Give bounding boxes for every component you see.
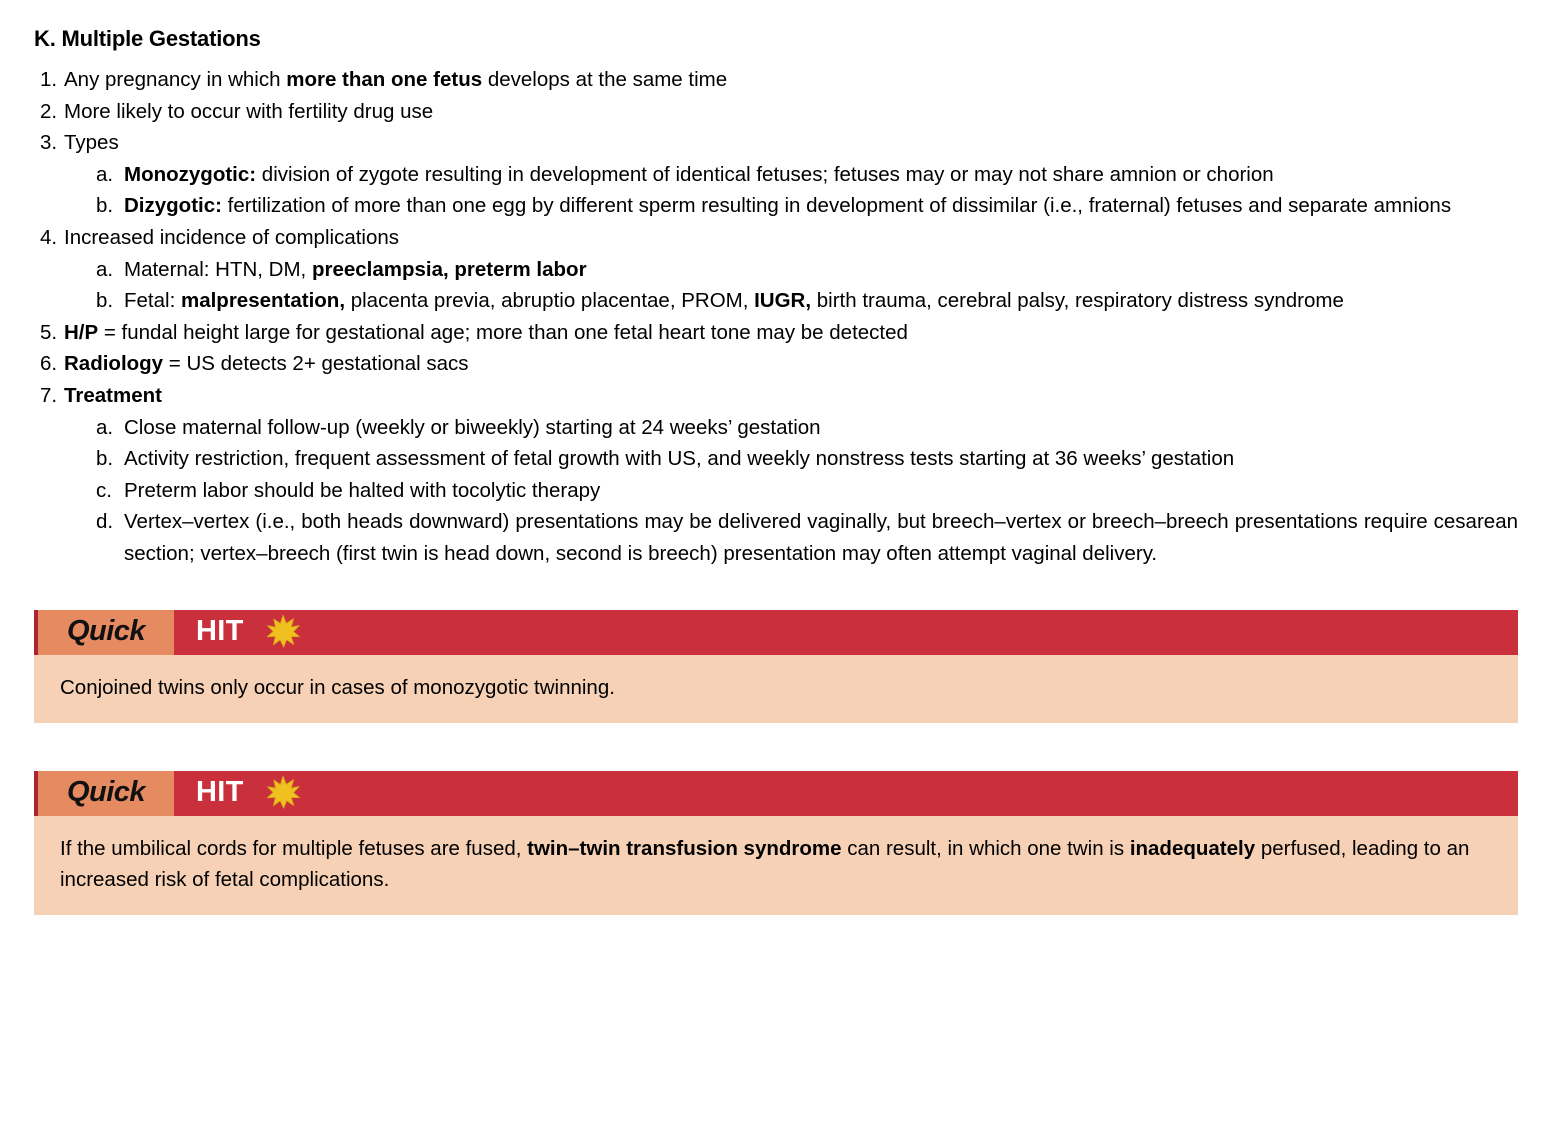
outline-subitem-text: [124, 416, 821, 439]
outline-item-marker: 7.: [40, 383, 58, 407]
body-text: Close maternal follow-up (weekly or biweekly) starting at 24 weeks’ gestation: [124, 415, 821, 439]
outline-item-marker: 2.: [40, 99, 58, 123]
outline-item-text: [64, 352, 469, 375]
quick-hit-body: [34, 655, 1518, 723]
outline-subitem-text: [124, 447, 1234, 470]
outline-subitem-marker: c.: [96, 478, 112, 502]
outline-item-text: [64, 131, 119, 154]
outline-subitem: [96, 254, 1518, 286]
body-text: birth trauma, cerebral palsy, respiratory distress syndrome: [811, 289, 1344, 313]
starburst-icon: [266, 614, 300, 648]
quick-hit-label: HIT: [196, 614, 244, 647]
body-text: Increased incidence of complications: [64, 225, 400, 249]
body-text: Any pregnancy in which: [64, 68, 287, 91]
quick-hit-tab-label: Quick: [66, 775, 146, 808]
outline-item: [40, 348, 1518, 380]
outline-subitem-text: [124, 289, 1344, 312]
body-text: placenta previa, abruptio placentae, PROM,: [345, 289, 755, 313]
outline-item: [40, 96, 1518, 128]
body-text: Vertex–vertex (i.e., both heads downward) presentations may be delivered vaginally, but breech–vertex or breech–breech presentations require cesarean section; vertex–breech (first twin is head down, second is breech) presentation may often attempt vaginal delivery.: [124, 510, 1518, 565]
body-text: Activity restriction, frequent assessment of fetal growth with US, and weekly nonstress tests starting at 36 weeks’ gestation: [124, 447, 1235, 471]
body-text: Preterm labor should be halted with tocolytic therapy: [124, 478, 601, 502]
spacer: [34, 723, 1518, 771]
body-text: Maternal: HTN, DM,: [124, 257, 312, 281]
outline-subitem: [96, 506, 1518, 569]
outline-subitem: [96, 475, 1518, 507]
emphasis-text: preeclampsia, preterm labor: [311, 257, 587, 281]
quick-hit-label: HIT: [196, 775, 244, 808]
emphasis-text: Monozygotic:: [124, 162, 257, 186]
outline-item-marker: 5.: [40, 320, 58, 344]
outline-subitem: [96, 190, 1518, 222]
outline-subitem-text: [124, 510, 1518, 565]
outline-item-marker: 4.: [40, 225, 58, 249]
outline-subitem: [96, 159, 1518, 191]
emphasis-text: twin–twin transfusion syndrome: [527, 836, 842, 860]
starburst-icon: [266, 775, 300, 809]
body-text: fertilization of more than one egg by different sperm resulting in development of dissimilar (i.e., fraternal) fetuses and separate amnions: [221, 194, 1452, 218]
outline-item-marker: 6.: [40, 352, 58, 376]
body-text: perfused, leading to an increased risk of fetal complications.: [60, 836, 1470, 891]
emphasis-text: malpresentation,: [180, 289, 346, 313]
outline-item: [40, 64, 1518, 96]
outline-list: [34, 64, 1518, 570]
page-title: K. Multiple Gestations: [34, 26, 261, 51]
body-text: = fundal height large for gestational age; more than one fetal heart tone may be detected: [98, 320, 908, 344]
quick-hit-body-text: [60, 833, 1492, 895]
quick-hit-callout: [34, 771, 1518, 915]
outline-item-marker: 1.: [40, 68, 58, 91]
emphasis-text: more than one fetus: [286, 68, 483, 91]
body-text: Fetal:: [124, 289, 181, 313]
emphasis-text: inadequately: [1129, 836, 1256, 860]
outline-item: [40, 222, 1518, 317]
body-text: = US detects 2+ gestational sacs: [163, 352, 469, 376]
quick-hit-tab-label: Quick: [66, 614, 146, 647]
outline-item-text: [64, 226, 399, 249]
outline-subitem-marker: d.: [96, 510, 114, 534]
emphasis-text: Radiology: [64, 352, 164, 376]
outline-subitem-marker: b.: [96, 289, 114, 313]
outline-item: [40, 380, 1518, 570]
outline-subitem-text: [124, 479, 600, 502]
body-text: division of zygote resulting in development of identical fetuses; fetuses may or may not share amnion or chorion: [256, 162, 1274, 186]
outline-item-text: [64, 321, 908, 344]
outline-sublist: [64, 412, 1518, 570]
quick-hit-container: [34, 570, 1518, 915]
body-text: If the umbilical cords for multiple fetuses are fused,: [60, 836, 528, 860]
body-text: Conjoined twins only occur in cases of monozygotic twinning.: [60, 675, 615, 699]
emphasis-text: Treatment: [64, 383, 162, 407]
outline-subitem-marker: a.: [96, 162, 114, 186]
quick-hit-header: [34, 610, 1518, 655]
body-text: Types: [64, 131, 119, 155]
outline-subitem-marker: a.: [96, 257, 114, 281]
outline-item-text: [64, 384, 162, 407]
outline-item: [40, 317, 1518, 349]
outline-item-text: [64, 100, 433, 123]
outline-subitem-marker: a.: [96, 415, 114, 439]
outline-subitem-text: [124, 258, 587, 281]
outline-subitem-marker: b.: [96, 447, 114, 471]
outline-item-marker: 3.: [40, 131, 58, 155]
outline-item: [40, 127, 1518, 222]
spacer: [34, 570, 1518, 610]
emphasis-text: Dizygotic:: [124, 194, 222, 218]
outline-subitem: [96, 412, 1518, 444]
body-text: can result, in which one twin is: [841, 836, 1130, 860]
quick-hit-body-text: [60, 672, 1492, 703]
outline-item-text: [64, 68, 727, 91]
outline-subitem: [96, 443, 1518, 475]
outline-subitem-text: [124, 194, 1451, 217]
outline-subitem-marker: b.: [96, 194, 114, 218]
quick-hit-tab: [34, 771, 174, 816]
outline-subitem: [96, 285, 1518, 317]
outline-sublist: [64, 159, 1518, 222]
quick-hit-body: [34, 816, 1518, 915]
emphasis-text: H/P: [64, 320, 99, 344]
quick-hit-tab: [34, 610, 174, 655]
outline-subitem-text: [124, 163, 1274, 186]
outline-sublist: [64, 254, 1518, 317]
quick-hit-callout: [34, 610, 1518, 723]
body-text: More likely to occur with fertility drug use: [64, 99, 434, 123]
body-text: develops at the same time: [482, 68, 728, 91]
emphasis-text: IUGR,: [754, 289, 812, 313]
quick-hit-header: [34, 771, 1518, 816]
